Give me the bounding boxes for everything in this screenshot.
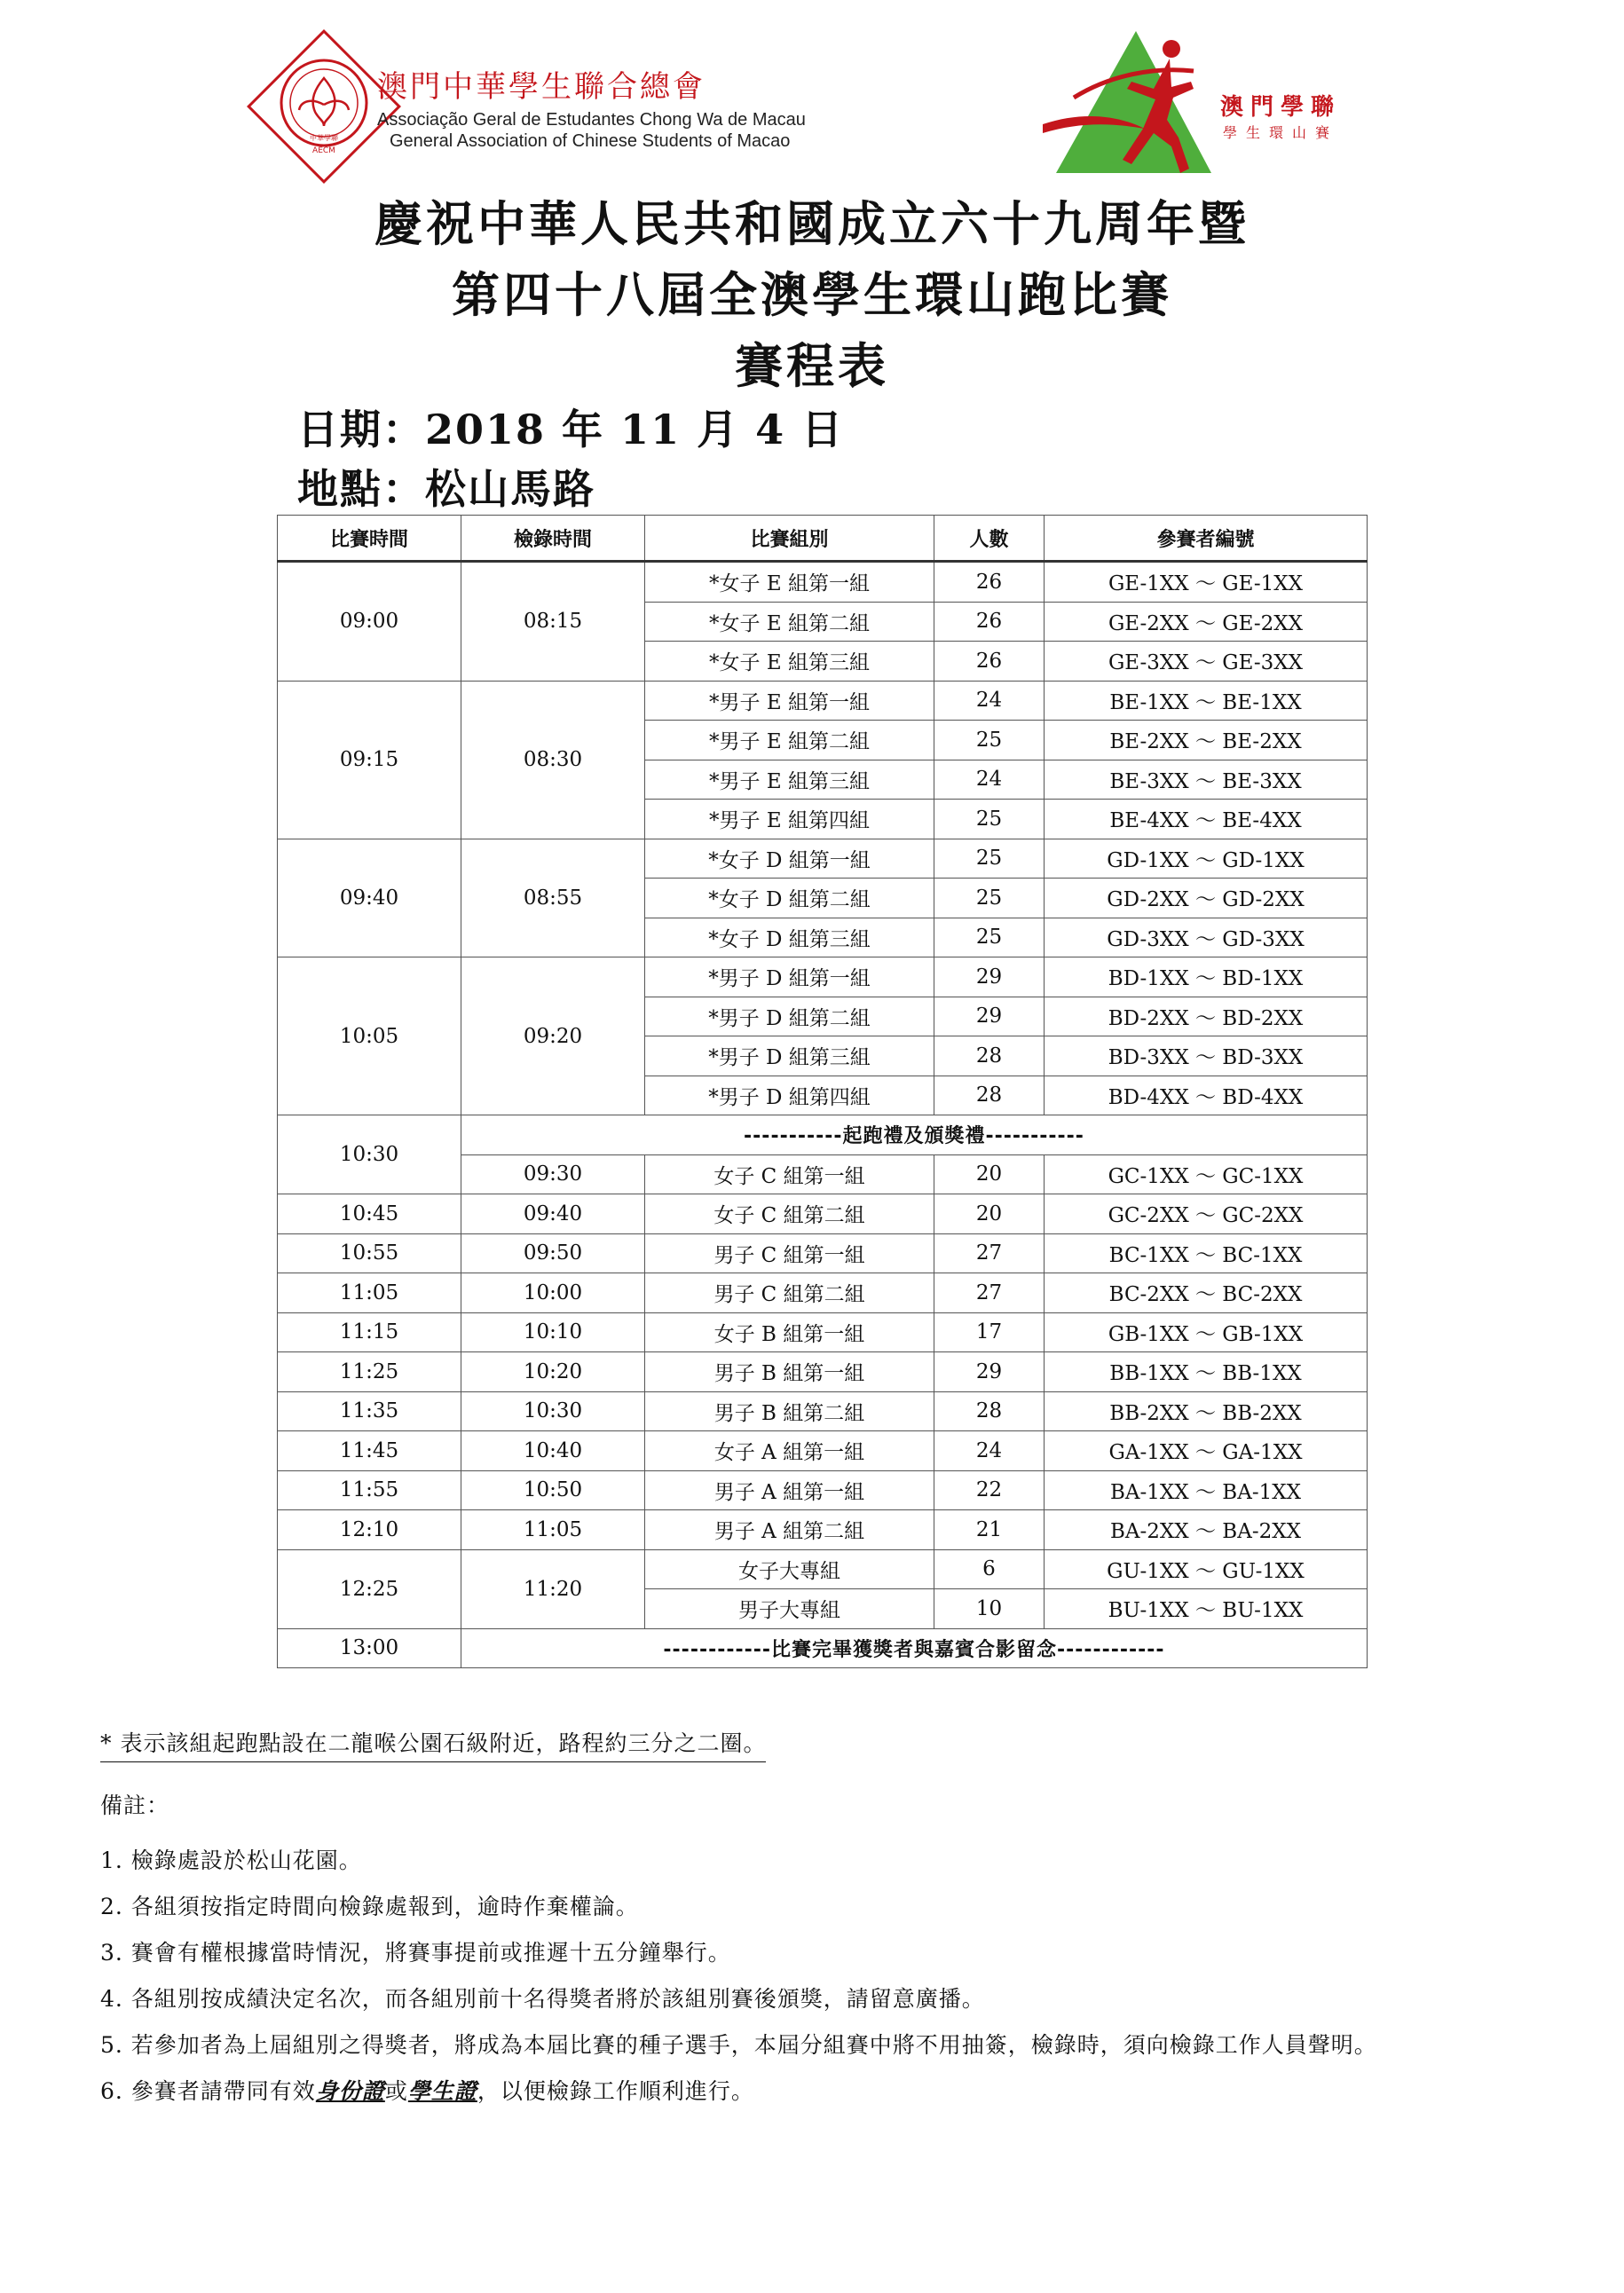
table-row [278,1549,1368,1589]
bib-cell: BC-2XX ～ BC-2XX [1045,1273,1368,1313]
race-time-cell: 09:40 [278,839,461,957]
group-cell: *女子 D 組第二組 [645,879,934,918]
race-time-cell: 11:55 [278,1470,461,1510]
group-cell: *女子 D 組第一組 [645,839,934,879]
group-cell: 男子大專組 [645,1589,934,1629]
bib-cell: BE-4XX ～ BE-4XX [1045,800,1368,839]
check-time-cell: 10:30 [461,1391,645,1431]
check-time-cell: 09:20 [461,957,645,1115]
race-time-cell: 11:35 [278,1391,461,1431]
table-row [278,1470,1368,1510]
group-cell: 男子 A 組第一組 [645,1470,934,1510]
table-row [278,839,1368,879]
bib-cell: BD-3XX ～ BD-3XX [1045,1036,1368,1076]
title-line-1: 慶祝中華人民共和國成立六十九周年暨 [374,195,1250,252]
check-time-cell: 09:30 [461,1154,645,1194]
check-time-cell: 09:40 [461,1194,645,1234]
bib-cell: BA-1XX ～ BA-1XX [1045,1470,1368,1510]
count-cell: 26 [934,562,1045,603]
check-time-cell: 10:10 [461,1312,645,1352]
table-header-row [278,516,1368,562]
org-name-cn: 澳門中華學生聯合總會 [377,69,706,105]
race-time-cell: 10:05 [278,957,461,1115]
count-cell: 25 [934,918,1045,957]
check-time-cell: 08:55 [461,839,645,957]
check-time-cell: 08:15 [461,562,645,682]
race-time-cell: 10:30 [278,1115,461,1194]
bib-cell: BE-1XX ～ BE-1XX [1045,681,1368,721]
group-cell: *男子 E 組第一組 [645,681,934,721]
table-row [278,1510,1368,1550]
group-cell: *男子 D 組第二組 [645,997,934,1036]
group-cell: *男子 D 組第一組 [645,957,934,997]
count-cell: 29 [934,1352,1045,1392]
remark-item: 4. 各組別按成績決定名次，而各組別前十名得獎者將於該組別賽後頒獎，請留意廣播。 [100,1986,985,2012]
group-cell: *女子 D 組第三組 [645,918,934,957]
closing-row [278,1628,1368,1668]
remark-item: 1. 檢錄處設於松山花園。 [100,1848,362,1873]
header-count: 人數 [934,516,1045,562]
race-time-cell: 12:10 [278,1510,461,1550]
count-cell: 28 [934,1076,1045,1115]
check-time-cell: 10:40 [461,1431,645,1471]
table-row [278,1233,1368,1273]
table-row [278,562,1368,603]
event-date: 日期：2018 年 11 月 4 日 [297,406,845,453]
ceremony-row [278,1115,1368,1155]
race-time-cell: 10:55 [278,1233,461,1273]
group-cell: 女子 A 組第一組 [645,1431,934,1471]
group-cell: 男子 B 組第一組 [645,1352,934,1392]
header-race-time: 比賽時間 [278,516,461,562]
count-cell: 28 [934,1036,1045,1076]
count-cell: 26 [934,602,1045,642]
closing-banner: ------------比賽完畢獲獎者與嘉賓合影留念------------ [461,1628,1368,1668]
group-cell: 女子 C 組第二組 [645,1194,934,1234]
remarks [100,1788,1556,2115]
count-cell: 22 [934,1470,1045,1510]
check-time-cell: 10:00 [461,1273,645,1313]
race-time-cell: 12:25 [278,1549,461,1628]
check-time-cell: 10:50 [461,1470,645,1510]
count-cell: 29 [934,957,1045,997]
bib-cell: BE-3XX ～ BE-3XX [1045,760,1368,800]
bib-cell: GB-1XX ～ GB-1XX [1045,1312,1368,1352]
header-group: 比賽組別 [645,516,934,562]
runner-logo [1038,27,1216,177]
bib-cell: GD-3XX ～ GD-3XX [1045,918,1368,957]
group-cell: *女子 E 組第一組 [645,562,934,603]
org-name-en: General Association of Chinese Students of Macao [390,131,791,151]
bib-cell: GC-2XX ～ GC-2XX [1045,1194,1368,1234]
bib-cell: GA-1XX ～ GA-1XX [1045,1431,1368,1471]
race-time-cell: 09:00 [278,562,461,682]
group-cell: 男子 C 組第一組 [645,1233,934,1273]
group-cell: 男子 A 組第二組 [645,1510,934,1550]
remark-6-text: 6. 參賽者請帶同有效 [100,2078,316,2104]
count-cell: 27 [934,1273,1045,1313]
group-cell: *男子 E 組第二組 [645,721,934,760]
org-name-pt: Associação Geral de Estudantes Chong Wa de Macau [377,110,806,130]
bib-cell: GE-3XX ～ GE-3XX [1045,642,1368,682]
table-row [278,1312,1368,1352]
count-cell: 20 [934,1194,1045,1234]
bib-cell: GE-2XX ～ GE-2XX [1045,602,1368,642]
remark-6-or: 或 [384,2078,408,2104]
table-row [278,1431,1368,1471]
bib-cell: BE-2XX ～ BE-2XX [1045,721,1368,760]
bib-cell: BC-1XX ～ BC-1XX [1045,1233,1368,1273]
count-cell: 6 [934,1549,1045,1589]
count-cell: 25 [934,839,1045,879]
race-time-cell: 10:45 [278,1194,461,1234]
check-time-cell: 08:30 [461,681,645,839]
remark-item-6 [100,2068,1556,2115]
race-time-cell: 11:05 [278,1273,461,1313]
brand-label [1220,89,1341,142]
remarks-heading: 備註： [100,1793,170,1818]
table-row [278,1273,1368,1313]
bib-cell: GU-1XX ～ GU-1XX [1045,1549,1368,1589]
group-cell: 男子 C 組第二組 [645,1273,934,1313]
event-venue: 地點：松山馬路 [297,465,595,513]
header-check-time: 檢錄時間 [461,516,645,562]
title-line-3: 賽程表 [735,337,889,394]
bib-cell: BB-1XX ～ BB-1XX [1045,1352,1368,1392]
bib-cell: GD-1XX ～ GD-1XX [1045,839,1368,879]
remark-item: 5. 若參加者為上屆組別之得獎者，將成為本屆比賽的種子選手，本屆分組賽中將不用抽簽，檢錄時，須向檢錄工作人員聲明。 [100,2032,1377,2058]
title-line-2: 第四十八屆全澳學生環山跑比賽 [452,266,1172,323]
group-cell: *女子 E 組第二組 [645,602,934,642]
race-time-cell: 13:00 [278,1628,461,1668]
count-cell: 28 [934,1391,1045,1431]
group-cell: 女子 C 組第一組 [645,1154,934,1194]
count-cell: 29 [934,997,1045,1036]
table-row [278,1352,1368,1392]
count-cell: 25 [934,800,1045,839]
race-time-cell: 11:25 [278,1352,461,1392]
logo-ring-text: 中華學聯 [310,134,338,142]
race-time-cell: 09:15 [278,681,461,839]
group-cell: *男子 E 組第四組 [645,800,934,839]
bib-cell: GD-2XX ～ GD-2XX [1045,879,1368,918]
brand-main: 澳門學聯 [1220,94,1342,121]
group-cell: 男子 B 組第二組 [645,1391,934,1431]
check-time-cell: 10:20 [461,1352,645,1392]
group-cell: 女子 B 組第一組 [645,1312,934,1352]
org-name [377,62,806,152]
remark-6-end: ，以便檢錄工作順利進行。 [477,2078,754,2104]
check-time-cell: 11:05 [461,1510,645,1550]
check-time-cell: 11:20 [461,1549,645,1628]
id-card-emphasis: 身份證 [315,2078,385,2104]
group-cell: *女子 E 組第三組 [645,642,934,682]
header-bib-range: 參賽者編號 [1045,516,1368,562]
remark-item: 2. 各組須按指定時間向檢錄處報到，逾時作棄權論。 [100,1894,639,1919]
ceremony-banner: -----------起跑禮及頒獎禮----------- [461,1115,1368,1155]
count-cell: 24 [934,681,1045,721]
count-cell: 27 [934,1233,1045,1273]
remark-item: 3. 賽會有權根據當時情況，將賽事提前或推遲十五分鐘舉行。 [100,1940,731,1966]
bib-cell: BD-1XX ～ BD-1XX [1045,957,1368,997]
footnote: * 表示該組起跑點設在二龍喉公園石級附近，路程約三分之二圈。 [100,1726,766,1762]
table-row [278,957,1368,997]
race-time-cell: 11:15 [278,1312,461,1352]
table-row [278,681,1368,721]
count-cell: 24 [934,1431,1045,1471]
count-cell: 10 [934,1589,1045,1629]
group-cell: *男子 E 組第三組 [645,760,934,800]
race-time-cell: 11:45 [278,1431,461,1471]
check-time-cell: 09:50 [461,1233,645,1273]
schedule-table [277,515,1368,1668]
count-cell: 25 [934,879,1045,918]
bib-cell: BD-2XX ～ BD-2XX [1045,997,1368,1036]
bib-cell: GE-1XX ～ GE-1XX [1045,562,1368,603]
group-cell: *男子 D 組第四組 [645,1076,934,1115]
bib-cell: BA-2XX ～ BA-2XX [1045,1510,1368,1550]
group-cell: 女子大專組 [645,1549,934,1589]
count-cell: 20 [934,1154,1045,1194]
bib-cell: GC-1XX ～ GC-1XX [1045,1154,1368,1194]
table-row [278,1391,1368,1431]
bib-cell: BD-4XX ～ BD-4XX [1045,1076,1368,1115]
logo-abbr: AECM [312,146,335,155]
count-cell: 25 [934,721,1045,760]
bib-cell: BB-2XX ～ BB-2XX [1045,1391,1368,1431]
group-cell: *男子 D 組第三組 [645,1036,934,1076]
table-row [278,1194,1368,1234]
count-cell: 21 [934,1510,1045,1550]
brand-sub: 學生環山賽 [1223,124,1339,141]
count-cell: 26 [934,642,1045,682]
count-cell: 17 [934,1312,1045,1352]
student-card-emphasis: 學生證 [407,2078,477,2104]
bib-cell: BU-1XX ～ BU-1XX [1045,1589,1368,1629]
count-cell: 24 [934,760,1045,800]
